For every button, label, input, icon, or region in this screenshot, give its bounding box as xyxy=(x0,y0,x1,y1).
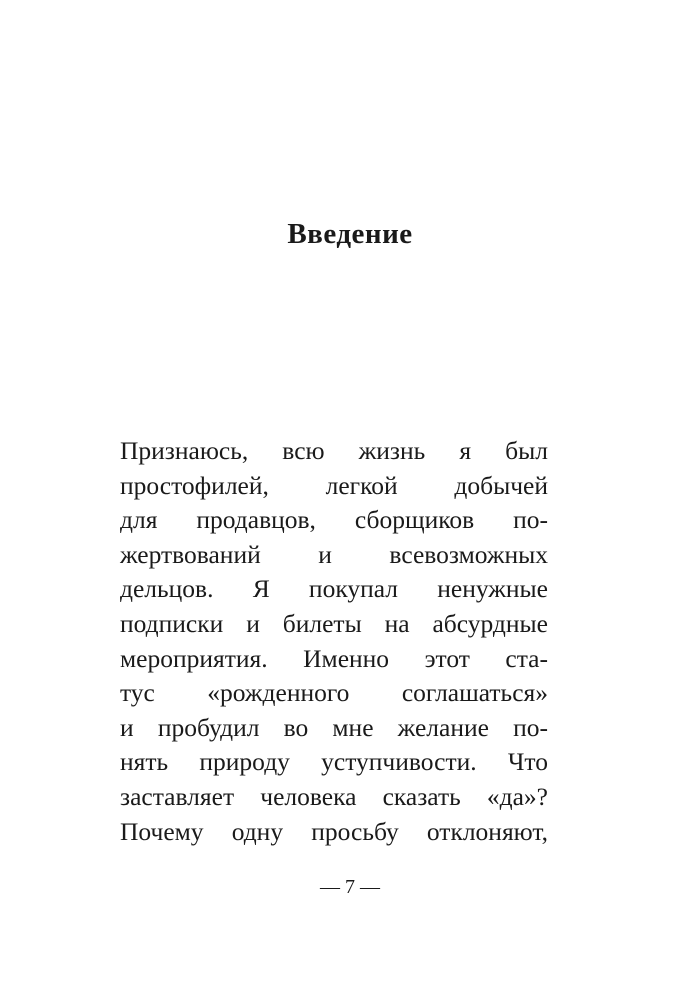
text-line: подписки и билеты на абсурдные xyxy=(120,608,548,638)
text-line: мероприятия. Именно этот ста- xyxy=(120,643,548,673)
text-line: для продавцов, сборщиков по- xyxy=(120,505,548,535)
text-line: Почему одну просьбу отклоняют, xyxy=(120,816,548,846)
page-number: — 7 — xyxy=(320,876,380,898)
text-line: Признаюсь, всю жизнь я был xyxy=(120,436,548,465)
text-line: простофилей, легкой добычей xyxy=(120,470,548,500)
body-paragraph xyxy=(120,434,548,849)
text-line: заставляет человека сказать «да»? xyxy=(120,781,548,811)
chapter-title: Введение xyxy=(287,218,413,250)
text-line: дельцов. Я покупал ненужные xyxy=(120,574,548,604)
text-line: нять природу уступчивости. Что xyxy=(120,747,548,777)
text-line: жертвований и всевозможных xyxy=(120,539,548,569)
text-line: тус «рожденного соглашаться» xyxy=(120,678,548,708)
text-line: и пробудил во мне желание по- xyxy=(120,712,548,742)
